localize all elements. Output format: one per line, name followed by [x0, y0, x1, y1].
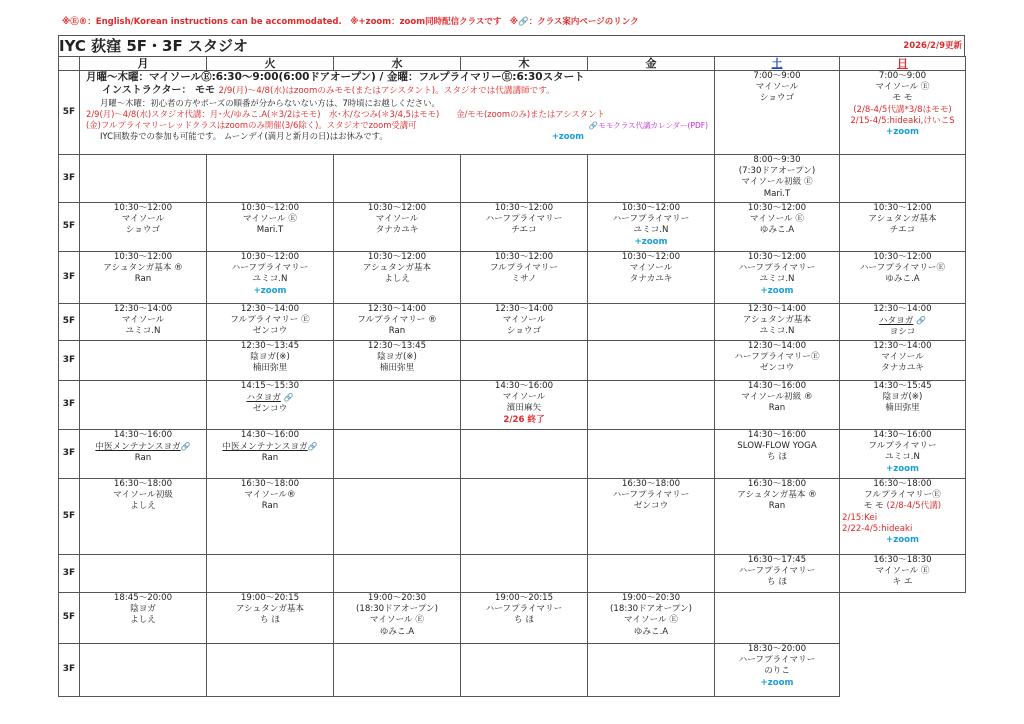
class-sun-early: 7:00～9:00 マイソール Ⓔ モ モ (2/8-4/5代講*3/8はモモ) 2/15-4/5:hideaki,けいこS +zoom — [840, 71, 966, 155]
morning-class-summary: 月曜～木曜：マイソールⒺ:6:30～9:00(6:00ドアオープン) / 金曜：フルプライマリーⒺ:6:30スタート — [86, 71, 585, 83]
row-2-3f: 3F 8:00～9:30 (7:30ドアオープン) マイソール初級 Ⓔ Mari.T — [59, 155, 966, 203]
moonday-note: IYC回数券での参加も可能です。 ムーンデイ(満月と新月の日)はお休みです。 +zoom — [100, 131, 584, 141]
link-icon: 🔗 — [916, 316, 927, 326]
class-cell: 10:30～12:00 ハーフプライマリー ユミコ.N +zoom — [715, 252, 840, 304]
day-sun: 日 — [840, 57, 966, 71]
day-mon: 月 — [80, 57, 207, 71]
updated-date: 2026/2/9更新 — [903, 41, 962, 51]
day-thu: 木 — [461, 57, 588, 71]
row-9-5f: 5F 16:30～18:00 マイソール初級 よしえ 16:30～18:00 マイソール® Ran 16:30～18:00 ハーフプライマリー ゼンコウ 16:30～18:00 アシュタンガ基本 ® Ran 16:30～18:00 フルプライマリーⒺ モ モ (2/8-4/5代講) 2/15:Kei 2/22-4/5:hideaki +zoom — [59, 479, 966, 555]
class-cell: 12:30～14:00 マイソール ユミコ.N — [80, 304, 207, 341]
class-sat-0800: 8:00～9:30 (7:30ドアオープン) マイソール初級 Ⓔ Mari.T — [715, 155, 840, 203]
tcm-yoga-link[interactable]: 中医メンテナンスヨガ — [222, 442, 308, 453]
row-4-3f: 3F 10:30～12:00 アシュタンガ基本 ® Ran 10:30～12:00 ハーフプライマリー ユミコ.N +zoom 10:30～12:00 アシュタンガ基本 よしえ 10:30～12:00 フルプライマリー ミサノ 10:30～12:00 マイソール タナカユキ 10:30～12:00 ハーフプライマリー ユミコ.N +zoom 10:30～12:00 ハーフプライマリーⒺ ゆみこ.A — [59, 252, 966, 304]
class-cell: 14:30～16:00 中医メンテナンスヨガ🔗 Ran — [80, 430, 207, 479]
class-cell: 16:30～18:00 フルプライマリーⒺ モ モ (2/8-4/5代講) 2/15:Kei 2/22-4/5:hideaki +zoom — [840, 479, 966, 555]
zoom-badge: +zoom — [760, 285, 794, 296]
zoom-badge: +zoom — [760, 677, 794, 688]
row-5-5f: 5F 12:30～14:00 マイソール ユミコ.N 12:30～14:00 フルプライマリー Ⓔ ゼンコウ 12:30～14:00 フルプライマリー ® Ran 12:30～14:00 マイソール ショウゴ 12:30～14:00 アシュタンガ基本 ユミコ.N 12:30～14:00 ハタヨガ 🔗 ヨシコ — [59, 304, 966, 341]
class-cell: 12:30～14:00 ハタヨガ 🔗 ヨシコ — [840, 304, 966, 341]
class-cell: 18:30～20:00 ハーフプライマリー のりこ +zoom — [715, 644, 840, 697]
class-cell: 14:30～16:00 マイソール初級 ® Ran — [715, 381, 840, 430]
day-tue: 火 — [207, 57, 334, 71]
row-3-5f: 5F 10:30～12:00 マイソール ショウゴ 10:30～12:00 マイソール Ⓔ Mari.T 10:30～12:00 マイソール タナカユキ 10:30～12:00 ハーフプライマリー チエコ 10:30～12:00 ハーフプライマリー ユミコ.N +zoom 10:30～12:00 マイソール Ⓔ ゆみこ.A 10:30～12:00 アシュタンガ基本 チエコ — [59, 203, 966, 252]
end-note: 2/26 終了 — [503, 414, 545, 425]
class-cell: 10:30～12:00 ハーフプライマリー ユミコ.N +zoom — [207, 252, 334, 304]
class-cell: 10:30～12:00 マイソール Ⓔ Mari.T — [207, 203, 334, 252]
class-cell: 10:30～12:00 マイソール Ⓔ ゆみこ.A — [715, 203, 840, 252]
link-icon: 🔗 — [180, 442, 191, 452]
tcm-yoga-link[interactable]: 中医メンテナンスヨガ — [95, 442, 181, 453]
day-sat: 土 — [715, 57, 840, 71]
friday-zoom-note: (金)フルプライマリーレッドクラスはzoomのみ開催(3/6除く)。スタジオでzoom受講可 🔗モモクラス代講カレンダー(PDF) — [86, 120, 708, 130]
class-cell: 19:00～20:30 (18:30ドアオープン) マイソール Ⓔ ゆみこ.A — [588, 593, 715, 644]
hatha-yoga-link[interactable]: ハタヨガ — [246, 393, 281, 404]
row-7-3f: 3F 14:15～15:30 ハタヨガ 🔗 ゼンコウ 14:30～16:00 マイソール 濱田麻矢 2/26 終了 14:30～16:00 マイソール初級 ® Ran 14:30～15:45 陰ヨガ(※) 楠田弥里 — [59, 381, 966, 430]
zoom-badge: +zoom — [551, 131, 584, 141]
class-cell: 10:30～12:00 アシュタンガ基本 チエコ — [840, 203, 966, 252]
weekday-morning-info — [80, 71, 715, 155]
class-cell: 12:30～14:00 マイソール タナカユキ — [840, 341, 966, 381]
class-cell: 12:30～14:00 アシュタンガ基本 ユミコ.N — [715, 304, 840, 341]
class-cell: 10:30～12:00 アシュタンガ基本 ® Ran — [80, 252, 207, 304]
class-cell: 18:45～20:00 陰ヨガ よしえ — [80, 593, 207, 644]
class-cell: 10:30～12:00 ハーフプライマリー ユミコ.N +zoom — [588, 203, 715, 252]
class-cell: 12:30～14:00 マイソール ショウゴ — [461, 304, 588, 341]
class-cell: 10:30～12:00 マイソール ショウゴ — [80, 203, 207, 252]
link-icon: 🔗 — [283, 393, 294, 403]
page-title: IYC 荻窪 5F・3F スタジオ — [59, 37, 248, 55]
class-cell: 10:30～12:00 ハーフプライマリーⒺ ゆみこ.A — [840, 252, 966, 304]
class-cell: 14:30～16:00 マイソール 濱田麻矢 2/26 終了 — [461, 381, 588, 430]
class-cell: 19:00～20:30 (18:30ドアオープン) マイソール Ⓔ ゆみこ.A — [334, 593, 461, 644]
instructor-line: インストラクター： モモ 2/9(月)～4/8(水)はzoomのみモモ(またはアシスタント)。スタジオでは代講講師です。 — [102, 85, 555, 96]
row-6-3f: 3F 12:30～13:45 陰ヨガ(※) 楠田弥里 12:30～13:45 陰ヨガ(※) 楠田弥里 12:30～14:00 ハーフプライマリーⒺ ゼンコウ 12:30～14:00 マイソール タナカユキ — [59, 341, 966, 381]
class-cell: 16:30～18:00 マイソール初級 よしえ — [80, 479, 207, 555]
class-cell: 16:30～18:30 マイソール Ⓔ キ エ — [840, 555, 966, 593]
row-8-3f: 3F 14:30～16:00 中医メンテナンスヨガ🔗 Ran 14:30～16:00 中医メンテナンスヨガ🔗 Ran 14:30～16:00 SLOW-FLOW YOGA ち ほ 14:30～16:00 フルプライマリー ユミコ.N +zoom — [59, 430, 966, 479]
momo-calendar-link[interactable]: 🔗モモクラス代講カレンダー(PDF) — [588, 121, 708, 130]
row-12-3f: 3F 18:30～20:00 ハーフプライマリー のりこ +zoom — [59, 644, 966, 697]
class-cell: 14:30～15:45 陰ヨガ(※) 楠田弥里 — [840, 381, 966, 430]
class-cell: 10:30～12:00 ハーフプライマリー チエコ — [461, 203, 588, 252]
class-cell: 12:30～13:45 陰ヨガ(※) 楠田弥里 — [334, 341, 461, 381]
class-cell: 10:30～12:00 マイソール タナカユキ — [588, 252, 715, 304]
day-header-row — [59, 57, 966, 71]
class-cell: 12:30～14:00 ハーフプライマリーⒺ ゼンコウ — [715, 341, 840, 381]
day-wed: 水 — [334, 57, 461, 71]
class-cell: 16:30～17:45 ハーフプライマリー ち ほ — [715, 555, 840, 593]
day-fri: 金 — [588, 57, 715, 71]
class-cell: 16:30～18:00 アシュタンガ基本 ® Ran — [715, 479, 840, 555]
zoom-badge: +zoom — [634, 236, 668, 247]
class-cell: 10:30～12:00 フルプライマリー ミサノ — [461, 252, 588, 304]
row-10-3f: 3F 16:30～17:45 ハーフプライマリー ち ほ 16:30～18:30 マイソール Ⓔ キ エ — [59, 555, 966, 593]
class-sat-early: 7:00～9:00 マイソール ショウゴ — [715, 71, 840, 155]
class-cell: 10:30～12:00 マイソール タナカユキ — [334, 203, 461, 252]
class-cell: 16:30～18:00 マイソール® Ran — [207, 479, 334, 555]
schedule-title-bar — [58, 35, 965, 56]
row-early-5f — [59, 71, 966, 155]
class-cell: 19:00～20:15 ハーフプライマリー ち ほ — [461, 593, 588, 644]
class-cell: 16:30～18:00 ハーフプライマリー ゼンコウ — [588, 479, 715, 555]
class-cell: 19:00～20:15 アシュタンガ基本 ち ほ — [207, 593, 334, 644]
class-cell: 12:30～14:00 フルプライマリー Ⓔ ゼンコウ — [207, 304, 334, 341]
schedule-table — [58, 56, 966, 697]
schedule-page — [58, 35, 965, 697]
class-cell: 12:30～14:00 フルプライマリー ® Ran — [334, 304, 461, 341]
zoom-badge: +zoom — [886, 127, 919, 138]
class-cell: 10:30～12:00 アシュタンガ基本 よしえ — [334, 252, 461, 304]
top-note: ※Ⓔ®：English/Korean instructions can be accommodated. ※+zoom：zoom同時配信クラスです ※🔗：クラス案内ページのリンク — [62, 17, 639, 27]
class-cell: 14:30～16:00 フルプライマリー ユミコ.N +zoom — [840, 430, 966, 479]
zoom-badge: +zoom — [253, 285, 287, 296]
zoom-badge: +zoom — [886, 463, 919, 474]
class-cell: 14:30～16:00 中医メンテナンスヨガ🔗 Ran — [207, 430, 334, 479]
link-icon: 🔗 — [307, 442, 318, 452]
floor-label: 5F — [59, 71, 80, 155]
row-11-5f: 5F 18:45～20:00 陰ヨガ よしえ 19:00～20:15 アシュタンガ基本 ち ほ 19:00～20:30 (18:30ドアオープン) マイソール Ⓔ ゆみこ.A 19:00～20:15 ハーフプライマリー ち ほ 19:00～20:30 (18:30ドアオープン) マイソール Ⓔ ゆみこ.A — [59, 593, 966, 644]
beginner-note: 月曜～木曜：初心者の方やポーズの順番が分からないない方は、7時頃にお越しください。 — [100, 98, 440, 108]
hatha-yoga-link[interactable]: ハタヨガ — [878, 316, 914, 327]
class-cell: 12:30～13:45 陰ヨガ(※) 楠田弥里 — [207, 341, 334, 381]
class-cell: 14:30～16:00 SLOW-FLOW YOGA ち ほ — [715, 430, 840, 479]
zoom-badge: +zoom — [886, 535, 919, 546]
class-cell: 14:15～15:30 ハタヨガ 🔗 ゼンコウ — [207, 381, 334, 430]
substitute-note: 2/9(月)～4/8(水)スタジオ代講：月･火/ゆみこ.A(＊3/2はモモ) 水･木/なつみ(＊3/4,5はモモ) 金/モモ(zoomのみ)またはアシスタント — [86, 109, 605, 119]
